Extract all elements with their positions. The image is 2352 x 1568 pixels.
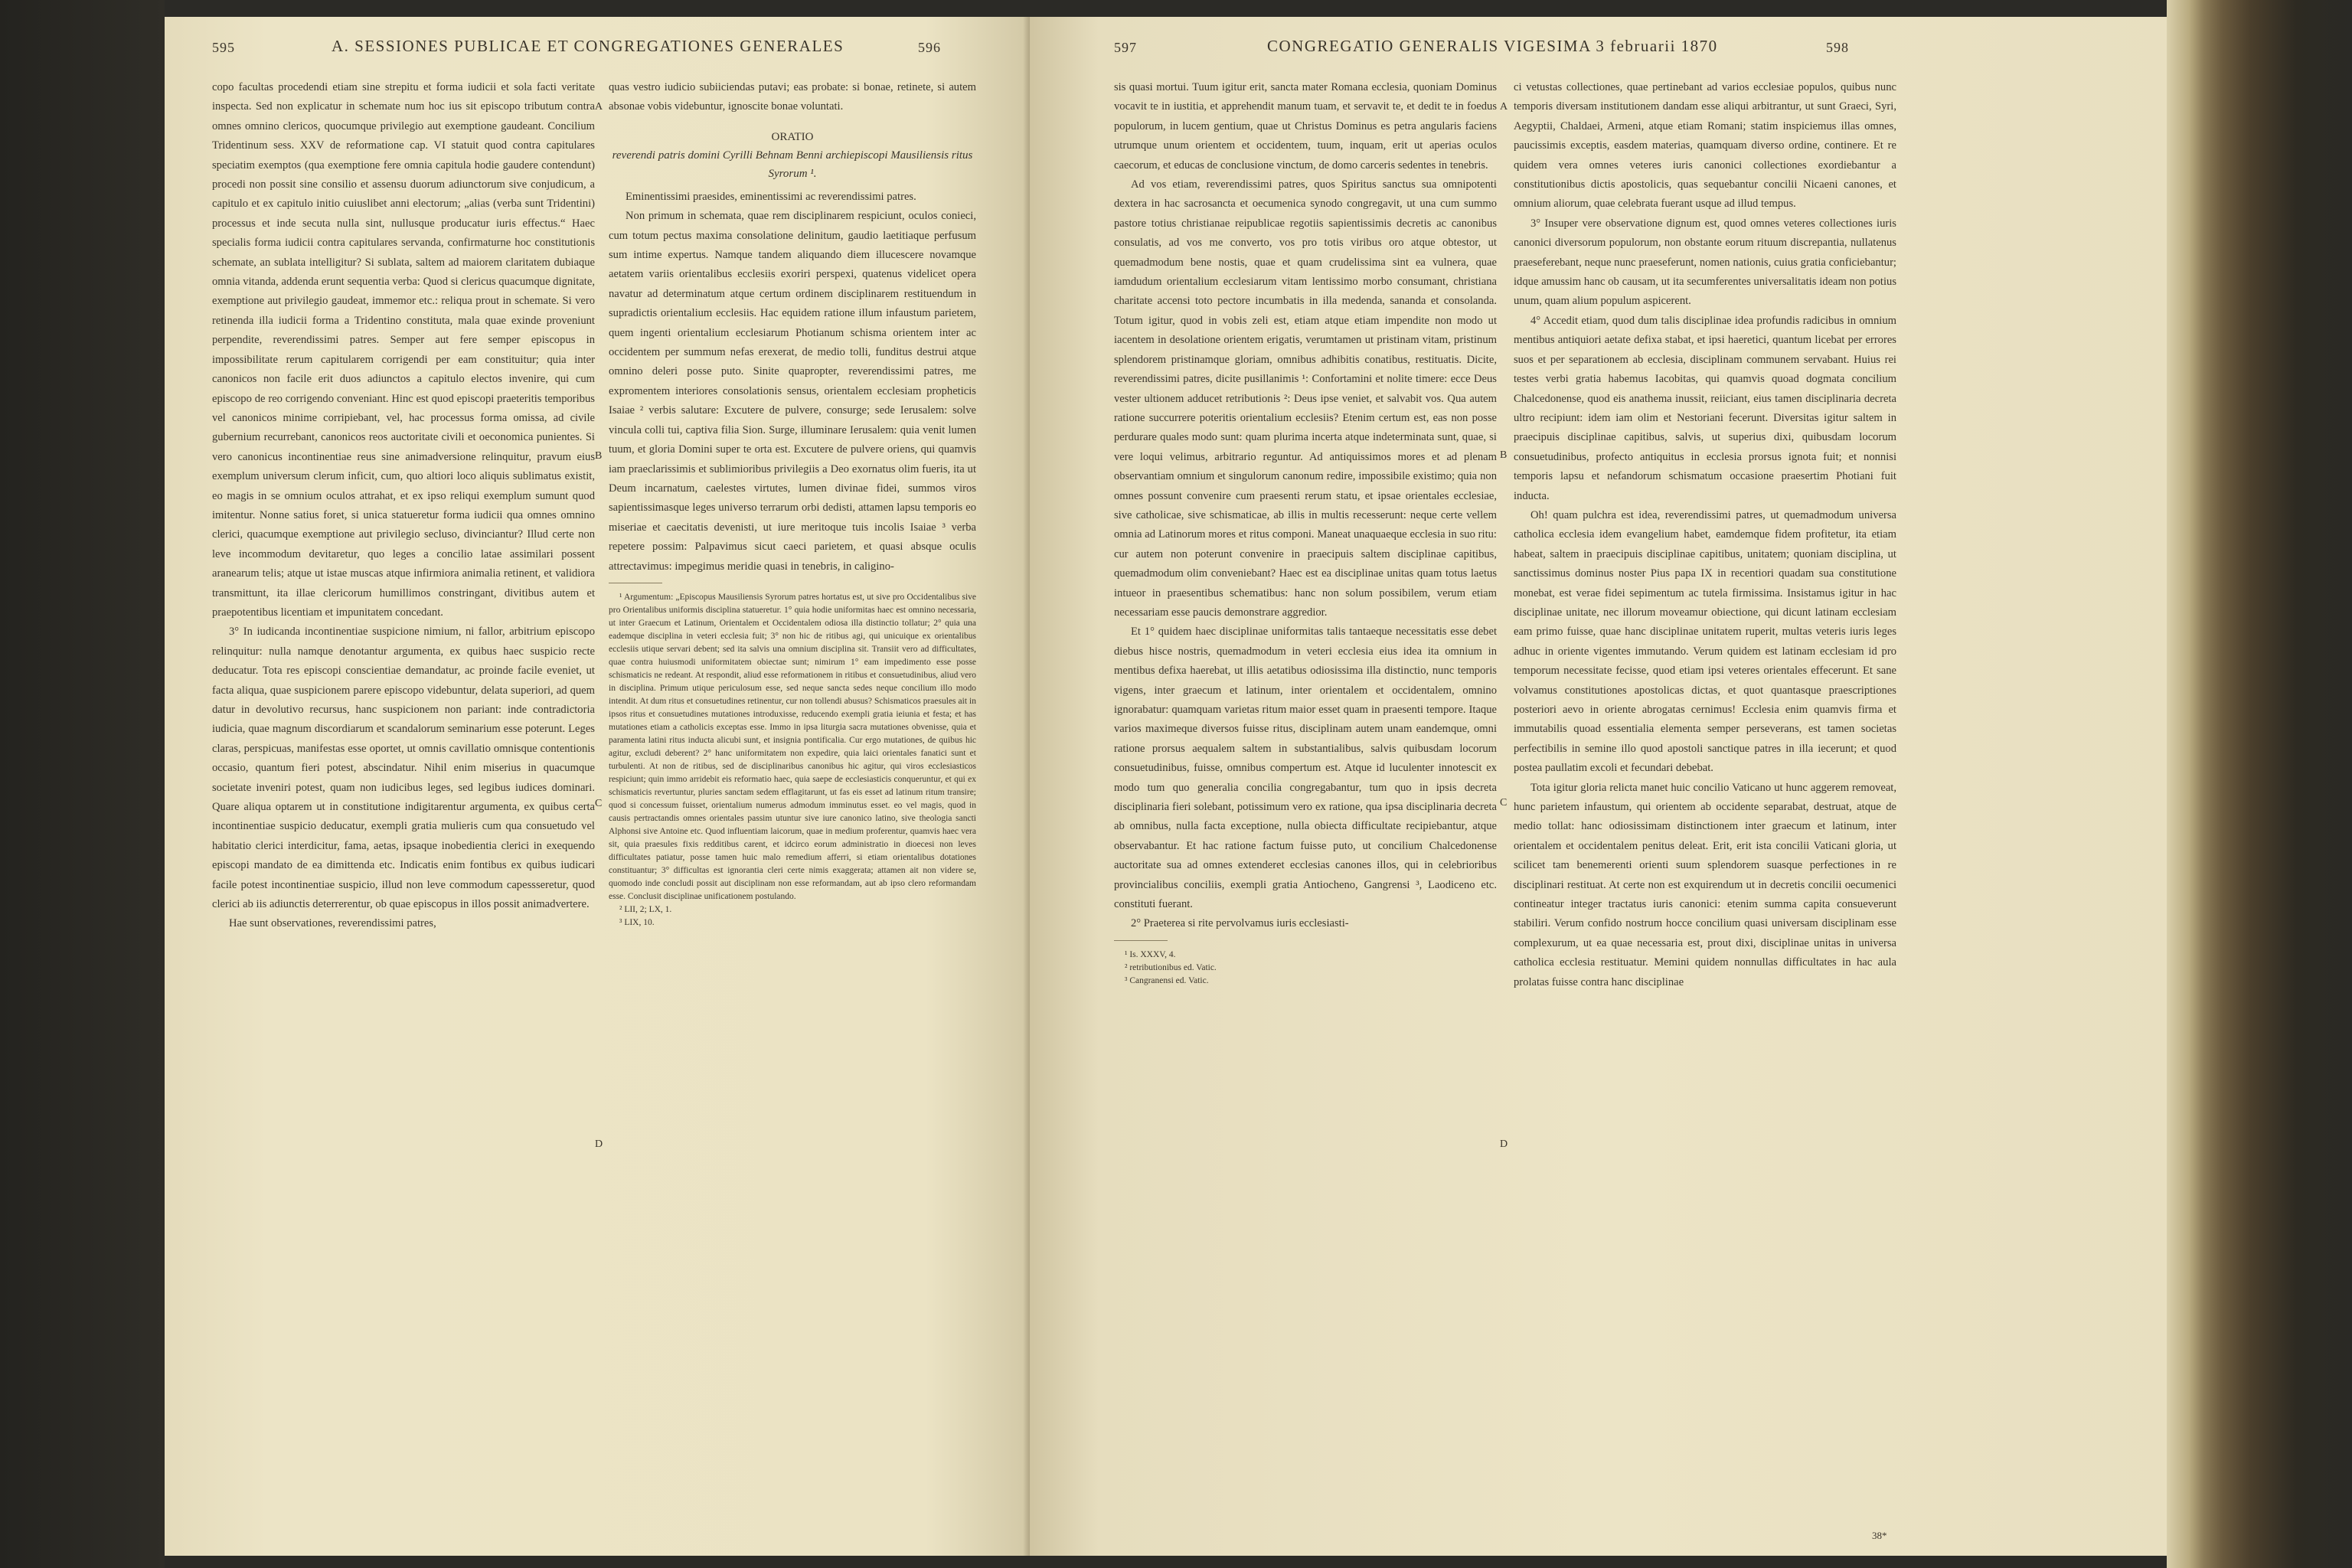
footnote: ² retributionibus ed. Vatic. bbox=[1125, 962, 1217, 972]
footnote: ² LII, 2; LX, 1. bbox=[619, 904, 672, 914]
footnote: ³ LIX, 10. bbox=[619, 917, 655, 927]
paragraph: sis quasi mortui. Tuum igitur erit, sancta mater Romana ecclesia, quoniam Dominus vocavit te in iustitia, et apprehendit manum tuam, et servavit te, et dedit te in foedus populorum, in lucem gentium, quae ut Christus Dominus es petra angularis faciens utrumque unum orientem et occidentem, tuum, inquam, erit ut aperias oculos caecorum, et educas de conclusione vinctum, de domo carceris sedentes in tenebris. bbox=[1114, 81, 1497, 172]
margin-marker-a: A bbox=[1500, 101, 1508, 113]
footnote-rule bbox=[1114, 940, 1168, 941]
oratio-subtitle: reverendi patris domini Cyrilli Behnam Benni archiepiscopi Mausiliensis ritus Syrorum ¹. bbox=[612, 149, 973, 180]
paragraph: 3° In iudicanda incontinentiae suspicione nimium, ni fallor, arbitrium episcopo relinquitur: nulla namque denotantur argumenta, ex quibus haec suspicio recte deducatur. Tota res episcopi conscientiae demandatur, ac proinde facile eveniet, ut facta aliqua, quae suspicionem parere episcopo videbuntur, delata superiori, ad quem datur in devolutivo recursus, hanc suspicionem non pariant: inde contradictoria iudicia, quae magnum discordiarum et scandalorum seminarium esse poterunt. Leges claras, perspicuas, manifestas esse oportet, ut omnis cavillatio omnisque contentionis occasio, quantum fieri potest, abscindatur. Nihil enim miserius in quacumque societate inveniri potest, quam non iudicibus leges, sed legibus iudices dominari. Quare aliqua optarem ut in constitutione indigitarentur argumenta, ex quibus certa incontinentiae suspicio deducatur, exempli gratia mulieris cum qua consuetudo vel habitatio clerici interdicitur, fama, aetas, ipsaque inobedientia clerici in exequendo episcopi mandato de ea dimittenda etc. Indicatis enim fontibus ex quibus iudicari facile potest incontinentiae suspicio, illud non leve commodum capessseretur, quod clerici ab iis adiunctis deterrerentur, ob quae episcopus in illos possit animadvertere. bbox=[212, 626, 595, 911]
footnote: ¹ Is. XXXV, 4. bbox=[1125, 949, 1176, 959]
margin-marker-b: B bbox=[595, 450, 603, 462]
right-page-header bbox=[1030, 32, 2180, 63]
footnote: ³ Cangranensi ed. Vatic. bbox=[1125, 975, 1209, 985]
oratio-title: ORATIO bbox=[771, 130, 814, 143]
margin-marker-a: A bbox=[595, 101, 603, 113]
paragraph: Ad vos etiam, reverendissimi patres, quos Spiritus sanctus sua omnipotenti dextera in hac sacrosancta et oecumenica synodo congregavit, ut una cum summo pastore totius christianae reipublicae regotiis sapientissimis decretis ac canonibus consulatis, ad vos me converto, vos pro totis viribus oro atque obtestor, ut quemadmodum bene nostis, quae et quam crudelissima sint ea vulnera, quae iamdudum orientalium ecclesiarum vitam lentissimo morbo consumant, christiana charitate accensi toto pectore incumbatis in illa medenda, sananda et consolanda. Totum igitur, quod in vobis zeli est, etiam atque etiam impendite non modo ut iacentem in desolatione orientem erigatis, verumtamen ut pristinam vitam, pristinum splendorem pristinamque gloriam, omnibus adhibitis conatibus, restituatis. Dicite, reverendissimi patres, dicite pusillanimis ¹: Confortamini et nolite timere: ecce Deus vester ultionem adducet retributionis ²: Deus ipse veniet, et salvabit vos. Qua autem ratione succurrere poteritis orientalium ecclesiis? Etenim certum est, eas non posse perdurare quales modo sunt: quam plurima incerta atque indeterminata sunt, quae, si vere loqui velimus, arbitrario reguntur. Ad antiquissimos mores et ad plenam observantiam omnium et singulorum canonum redire, impossibile existimo; quia non omnes possunt convenire cum praesenti rerum statu, et ipsae orientales ecclesiae, sive catholicae, sive schismaticae, ab illis in multis recesserunt: neque certe vellem omnia ad Latinorum mores et ritus componi. Maneat unaquaeque ecclesia in suo ritu: cur autem non poterunt convenire in praecipuis saltem disciplinae capitibus, quemadmodum olim conveniebant? Haec est ea disciplinae unitas quam totus laetus intueor in praesentibus schematibus: hanc non solum possibilem, verum etiam necessariam esse paucis demonstrare aggredior. bbox=[1114, 178, 1497, 619]
book-binding-edge bbox=[2167, 0, 2352, 1568]
margin-marker-d: D bbox=[1500, 1138, 1508, 1150]
paragraph: Oh! quam pulchra est idea, reverendissimi patres, ut quemadmodum universa catholica ecclesia idem evangelium habet, eamdemque fidem profitetur, ita etiam habeat, saltem in praecipuis disciplinae capitibus, unitatem; quoniam disciplina, ut sanctissimus dominus noster Pius papa IX in recentiori quadam sua constitutione monebat, est verae fidei sepimentum ac tutela firmissima. Insistamus igitur in hac disciplinae unitate, nec illorum moveamur obiectione, qui dicunt latinam ecclesiam eam primo fuisse, quae hanc disciplinae unitatem ruperit, multas veteris iuris leges adhuc in oriente vigentes immutando. Verum quidem est latinam ecclesiam id pro temporum necessitate fecisse, quod etiam ipsi veteres orientales effecerunt. Et sane volvamus constitutiones apostolicas dictas, et quot quantasque praescriptiones posteriori aevo in oriente abrogatas cernimus! Ecclesia enim quamvis firma et immutabilis quoad essentialia elementa semper perseverans, est tamen societas perfectibilis in semine illo quod apostoli sanctique patres in illa iecerunt; et quod postea paullatim excoli et fecundari debebat. bbox=[1514, 508, 1896, 775]
page-number-597: 597 bbox=[1114, 40, 1137, 55]
running-title-left: A. SESSIONES PUBLICAE ET CONGREGATIONES GENERALES bbox=[332, 37, 844, 55]
paragraph: Non primum in schemata, quae rem disciplinarem respiciunt, oculos conieci, cum totum pectus maxima consolatione delinitum, gaudio laetitiaque perfusum sum intime expertus. Namque tandem aliquando diem illucescere novamque aetatem variis orientalibus ecclesiis exoriri perspexi, quatenus videlicet opera navatur ad determinatum atque certum ordinem disciplinarem restituendum in supradictis orientalium ecclesiis. Hac equidem ratione illum infaustum parietem, quem ingenti orientalium ecclesiarum Photianum schisma orientem inter ac occidentem per summum nefas erexerat, de medio tolli, funditus destrui atque omnino deleri posse puto. Sinite quapropter, reverendissimi patres, me expromentem interiores consolationis sensus, orientalem ecclesiam propheticis Isaiae ² verbis salutare: Excutere de pulvere, consurge; sede Ierusalem: solve vincula colli tui, captiva filia Sion. Surge, illuminare Ierusalem: quia venit lumen tuum, et gloria Domini super te orta est. Excutere de pulvere oriens, qui quamvis iam praeclarissimis et sublimioribus privilegiis a Deo exornatus olim fueris, ita ut Deum incarnatum, caelestes virtutes, lumen divinae fidei, summos viros sapientissimasque leges universo terrarum orbi dedisti, attamen lapsu temporis eo miseriae et caecitatis devenisti, ut iure meritoque tuis incolis Isaiae ³ verba repetere possim: Palpavimus sicut caeci parietem, et quasi absque oculis attrectavimus: impegimus meridie quasi in tenebris, in caligino- bbox=[609, 210, 976, 573]
paragraph: 4° Accedit etiam, quod dum talis disciplinae idea profundis radicibus in omnium mentibus antiquiori aetate defixa stabat, et ipsi haeretici, quantum licebat per errores suos et per separationem ab ecclesia, disciplinam communem servabant. Huius rei testes verbi gratia habemus Iacobitas, qui quamvis quoad dogmata concilium Chalcedonense, quod eis anathema inussit, reiiciant, eius tamen disciplinaria decreta ultro recipiunt: idem iam olim et Nestoriani fecerunt. Diversitas igitur saltem in praecipuis disciplinae capitibus, salvis, ut superius dixi, quibusdam locorum consuetudinibus, profecto antiquitus in ecclesia prorsus ignota fuit; et nonnisi temporis lapsu et nefandorum schismatum occasione praesertim Photiani fuit inducta. bbox=[1514, 314, 1896, 502]
paragraph: quas vestro iudicio subiiciendas putavi; eas probate: si bonae, retinete, si autem absonae vobis videbuntur, ignoscite bonae voluntati. bbox=[609, 81, 976, 113]
paragraph: ci vetustas collectiones, quae pertinebant ad varios ecclesiae populos, quibus nunc temporis diversam institutionem dandam esse aliqui arbitrantur, ut sunt Graeci, Syri, Aegyptii, Chaldaei, Armeni, atque etiam Romani; statim inspiciemus illas omnes, paucissimis exceptis, easdem materias, quamquam diverso ordine, continere. Et re quidem vera omnes veteres iuris canonici collectiones exordiebantur a constitutionibus dictis apostolicis, quas sequebantur concilii Nicaeni canones, et omnium aliorum, quae celebrata fuerant usque ad illud tempus. bbox=[1514, 81, 1896, 211]
left-page-column-1 bbox=[212, 78, 595, 1533]
page-number-595: 595 bbox=[212, 40, 235, 55]
paragraph: 3° Insuper vere observatione dignum est, quod omnes veteres collectiones iuris canonici diversorum populorum, non obstante eorum rituum discrepantia, nullatenus praeseferebant, neque nunc praeseferunt, nomen nationis, cuius gratia conficiebantur; idque amussim hanc ob causam, ut ita secumferentes universalitatis ideam non potius unum, quam alium populum aspicerent. bbox=[1514, 217, 1896, 308]
paragraph: Tota igitur gloria relicta manet huic concilio Vaticano ut hunc aggerem removeat, hunc parietem infaustum, qui orientem ab occidente separabat, destruat, atque de medio tollat: hanc odiosissimam distinctionem inter graecum et latinum, inter orientalem et occidentalem penitus deleat. Erit, erit ista concilii Vaticani gloria, ut scilicet tam benemerenti orienti suum splendorem suasque perfectiones in re disciplinari restituat. At certe non est exquirendum ut in decretis concilii oecumenici contineatur integer tractatus iuris canonici: etenim summa capita consueverunt stabiliri. Verum confido nostrum hocce concilium quasi universam disciplinam esse complexurum, ut ea quae necessaria est, prout dixi, disciplinae unitas in universa catholica ecclesia restituatur. Memini quidem nonnullas difficultates in hac aula prolatas fuisse contra hanc disciplinae bbox=[1514, 781, 1896, 988]
right-page bbox=[1030, 17, 2180, 1556]
margin-marker-c: C bbox=[595, 798, 603, 809]
page-number-596: 596 bbox=[918, 40, 941, 55]
left-page-header bbox=[165, 32, 1030, 63]
right-page-column-1 bbox=[1114, 78, 1497, 1533]
paragraph: Eminentissimi praesides, eminentissimi ac reverendissimi patres. bbox=[626, 190, 916, 203]
paragraph: Hae sunt observationes, reverendissimi patres, bbox=[229, 917, 436, 930]
running-title-right: CONGREGATIO GENERALIS VIGESIMA 3 februarii 1870 bbox=[1267, 37, 1718, 55]
paragraph: Et 1° quidem haec disciplinae uniformitas talis tantaeque necessitatis esse debet diebus hisce nostris, quemadmodum in veteri ecclesia eius idea ita omnium in mentibus defixa haerebat, ut illis aetatibus odiosissima illa distinctio, nunc temporis vigens, inter graecum et latinum, inter orientalem et occidentalem, omnino ignorabatur: quamquam varietas ritum maior esset quam in praesenti tempore. Itaque varios maximeque diversos fuisse ritus, disciplinam autem unam eandemque, omni ratione prorsus aequalem saltem in substantialibus, salvis quibusdam locorum consuetudinibus, fuisse, omnibus compertum est. Atque id luculenter innotescit ex modo tum quo generalia concilia congregabantur, tum quo in ipsis decreta disciplinaria fieri solebant, potissimum vero ex ratione, qua ipsa disciplinaria decreta ab omnibus, nulla facta exceptione, nulla obiecta difficultate recipiebantur, atque observabantur. Et hac ratione factum fuisse puto, ut concilium Chalcedonense auctoritate sua ad omnes extenderet ecclesias canones illos, qui in celebrioribus provincialibus conciliis, exempli gratia Antiocheno, Gangrensi ³, Laodiceno etc. constituti fuerant. bbox=[1114, 626, 1497, 911]
right-page-column-2 bbox=[1514, 78, 1896, 1533]
left-page-column-2 bbox=[609, 78, 976, 1533]
footnotes bbox=[1114, 949, 1497, 988]
signature-mark: 38* bbox=[1872, 1530, 1887, 1541]
footnotes bbox=[609, 591, 976, 929]
background-left bbox=[0, 0, 165, 1568]
paragraph: copo facultas procedendi etiam sine strepitu et forma iudicii et sola facti veritate inspecta. Sed non explicatur in schemate num hoc ius sit episcopo tributum contra omnes omnino clericos, quocumque privilegio aut exemptione gaudeant. Concilium Tridentinum sess. XXV de reformatione cap. VI statuit quod contra capitulares speciatim exemptos (qua exemptione fere omnia capitula hodie gaudere contendunt) procedi non possit sine consilio et assensu duorum adiunctorum sive conjudicum, a capitulo et ex capitulo initio cuiuslibet anni electorum; „alias (verba sunt Tridentini) processus et inde secuta nulla sint, nullusque producatur iuris effectus.“ Haec specialis forma iudicii contra capitulares servanda, confirmaturne hoc constitutionis schemate, an sublata intelligitur? Si sublata, saltem ad maiorem claritatem dubiaque omnia vitanda, addenda erunt sequentia verba: Quod si clericus quacumque dignitate, exemptione aut privilegio gaudeat, immemor etc.: reliqua prout in schemate. Si vero retinenda illa iudicii forma a Tridentino constituta, mala quae exinde proveniunt perpendite, reverendissimi patres. Semper aut fere semper episcopus in impossibilitate rerum capitularem corrigendi per eam constituitur; quia inter canonicos non facile erit duos adiunctos a capitulo electos invenire, qui cum episcopo de reo corrigendo conveniant. Hinc est quod episcopi praeteritis temporibus vel canonicos minime corripiebant, vel, hac processus forma omissa, ad civile gubernium recurrebant, canonicos reos auctoritate civili et oeconomica punientes. Si vero canonicus incontinentiae reus sine animadversione relinquitur, pravum eius exemplum universum clerum inficit, cum, quo altiori loco aliquis sublimatus existit, eo magis in se omnium oculos attrahat, et ex ipso reliqui exemplum sumunt quod imitentur. Nonne satius foret, si unica statueretur forma iudicii qua omnes omnino clerici, quacumque exemptione aut privilegio secluso, divinciantur? Illud certe non leve incommodum devitaretur, quo leges a concilio latae assimilari possent aranearum telis; atque ut istae muscas atque infirmiora animalia retinent, et validiora transmittunt, ita illae clericorum humillimos constringant, divitibus autem et praepotentibus licentiam et impunitatem concedant. bbox=[212, 81, 595, 619]
footnote: ¹ Argumentum: „Episcopus Mausiliensis Syrorum patres hortatus est, ut sive pro Occidentalibus sive pro Orientalibus uniformis disciplina statueretur. 1° quia hodie uniformitas haec est omnino necessaria, ut inter Graecum et Latinum, Orientalem et Occidentalem odiosa illa distinctio tollatur; 2° quia una eademque disciplina in veteri ecclesia fuit; 3° non hic de ritibus agi, qui unicuique ex orientalibus ecclesiis utique servari debent; sed ita salvis una omnium disciplina sit. Transiit vero ad difficultates, quae contra huiusmodi uniformitatem obiectae sunt; nimirum 1° eam impedimento esse posse schismaticis ne redeant. At respondit, aliud esse reformationem in ritibus et consuetudinibus, aliud vero in disciplina. Primum utique periculosum esse, sed neque sancta sedes neque concilium illo modo intendit. At dum ritus et consuetudines retinentur, cur non tollendi abusus? Schismaticos praesules ait in ipsos ritus et consuetudines mutationes introduxisse, reducendo exempli gratia ieiunia et festa; et has mutationes etiam a catholicis exceptas esse. Immo in ipsa liturgia sacra mutationes obvenisse, quia et paramenta latini ritus inducta alicubi sunt, et insignia pontificalia. Cur ergo mutationes, de quibus hic agitur, excludi deberent? 2° hanc uniformitatem non expedire, quia laici orientales fanatici sunt et turbulenti. At non de ritibus, sed de disciplinaribus canonibus hic agitur, qui viros ecclesiasticos respiciunt; quin immo arridebit eis reformatio haec, quia saepe de ecclesiasticis conqueruntur, et qui ex schismaticis revertuntur, pluries sanctam sedem efflagitarunt, ut fas eis esset ad latinum ritum transire; quod si concessum fuisset, orientalium numerus admodum imminutus esset. eo vel magis, quod in causis pertractandis omnes orientales passim utuntur sive iure canonico latino, sive theologia sancti Alphonsi sive Antoine etc. Quod influentiam laicorum, quae in medium proferentur, quamvis haec vera sit, quia praesules fixis redditibus carent, et idcirco eorum administratio in dioecesi non leves difficultates patiatur, posse tamen huic malo remedium afferri, si etiam orientalibus dotationes constituantur; 3° difficultas est ignorantia cleri certe nimis exaggerata; attamen ait non videre se, quomodo inde concludi possit aut disciplinam non esse reformandam, aut ab ipso clero reformandam esse. Conclusit disciplinae unificationem postulando. bbox=[609, 592, 976, 901]
left-page bbox=[165, 17, 1030, 1556]
margin-marker-d: D bbox=[595, 1138, 603, 1150]
paragraph: 2° Praeterea si rite pervolvamus iuris ecclesiasti- bbox=[1131, 917, 1349, 930]
margin-marker-c: C bbox=[1500, 797, 1508, 808]
margin-marker-b: B bbox=[1500, 449, 1508, 461]
page-number-598: 598 bbox=[1826, 40, 1849, 55]
